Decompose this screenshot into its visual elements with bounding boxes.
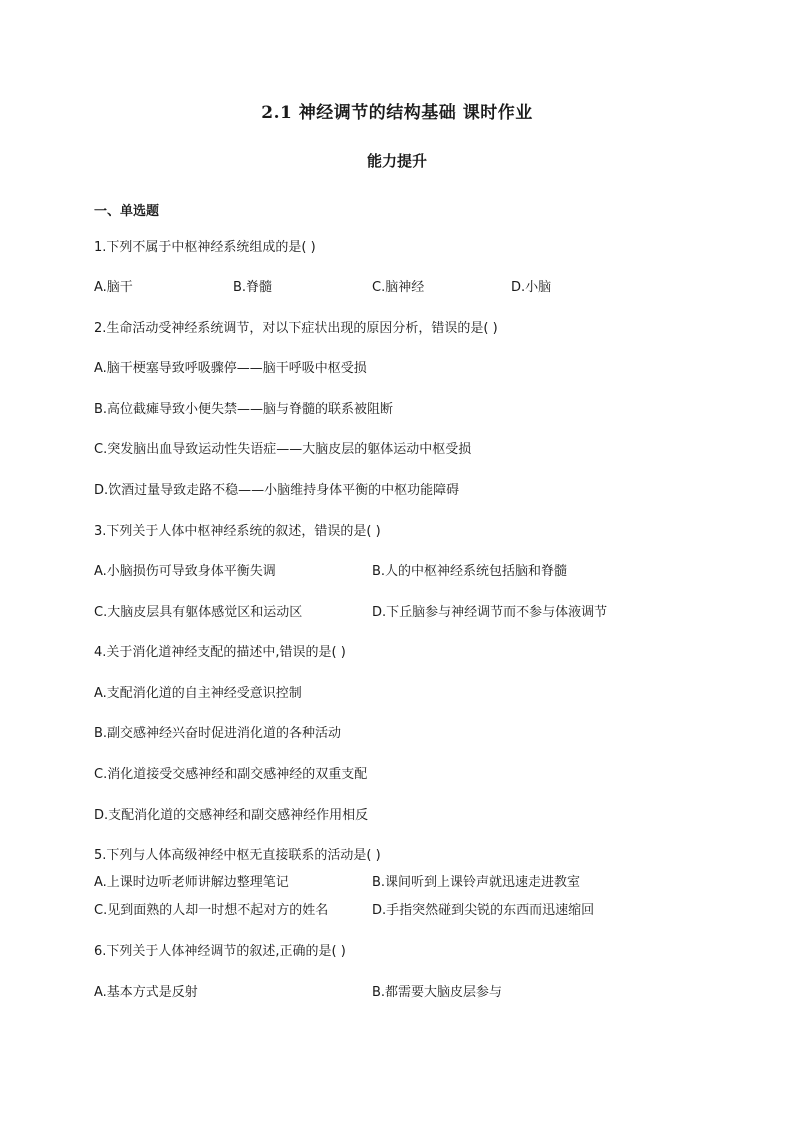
question-4-option-b: B.副交感神经兴奋时促进消化道的各种活动 [94,726,342,741]
question-6-option-b: B.都需要大脑皮层参与 [372,985,503,1000]
section-heading: 一、单选题 [94,204,160,219]
question-6-stem: 6.下列关于人体神经调节的叙述,正确的是( ) [94,944,346,959]
question-2-option-b: B.高位截瘫导致小便失禁——脑与脊髓的联系被阻断 [94,402,394,417]
question-4-option-a: A.支配消化道的自主神经受意识控制 [94,686,302,701]
question-2-stem: 2.生命活动受神经系统调节，对以下症状出现的原因分析，错误的是( ) [94,321,498,336]
question-6-option-a: A.基本方式是反射 [94,985,198,1000]
question-5-option-b: B.课间听到上课铃声就迅速走进教室 [372,875,581,890]
question-5-stem: 5.下列与人体高级神经中枢无直接联系的活动是( ) [94,848,381,863]
question-5-option-a: A.上课时边听老师讲解边整理笔记 [94,875,289,890]
question-4-stem: 4.关于消化道神经支配的描述中,错误的是( ) [94,645,346,660]
question-1-option-b: B.脊髓 [233,280,273,295]
question-3-stem: 3.下列关于人体中枢神经系统的叙述，错误的是( ) [94,524,381,539]
question-4-option-d: D.支配消化道的交感神经和副交感神经作用相反 [94,808,369,823]
question-1-option-a: A.脑干 [94,280,133,295]
question-2-option-d: D.饮酒过量导致走路不稳——小脑维持身体平衡的中枢功能障碍 [94,483,460,498]
question-4-option-c: C.消化道接受交感神经和副交感神经的双重支配 [94,767,368,782]
document-subtitle: 能力提升 [366,152,427,170]
question-2-option-a: A.脑干梗塞导致呼吸骤停——脑干呼吸中枢受损 [94,361,367,376]
question-5-option-d: D.手指突然碰到尖锐的东西而迅速缩回 [372,903,595,918]
question-1-option-c: C.脑神经 [372,280,425,295]
question-1-option-d: D.小脑 [511,280,552,295]
question-3-option-d: D.下丘脑参与神经调节而不参与体液调节 [372,605,608,620]
question-2-option-c: C.突发脑出血导致运动性失语症——大脑皮层的躯体运动中枢受损 [94,442,472,457]
question-1-stem: 1.下列不属于中枢神经系统组成的是( ) [94,240,316,255]
question-3-option-c: C.大脑皮层具有躯体感觉区和运动区 [94,605,303,620]
question-3-option-a: A.小脑损伤可导致身体平衡失调 [94,564,276,579]
question-5-option-c: C.见到面熟的人却一时想不起对方的姓名 [94,903,329,918]
question-3-option-b: B.人的中枢神经系统包括脑和脊髓 [372,564,568,579]
document-title: 2.1 神经调节的结构基础 课时作业 [261,103,533,123]
